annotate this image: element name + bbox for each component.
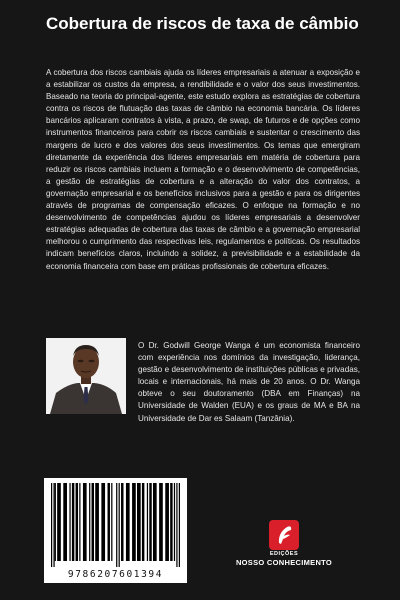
barcode-bar (165, 483, 169, 561)
isbn-number: 9786207601394 (67, 569, 164, 580)
barcode-bar (153, 483, 157, 561)
barcode-bar (72, 483, 74, 561)
barcode-bar (55, 483, 56, 561)
publisher-name-line2: NOSSO CONHECIMENTO (235, 558, 333, 567)
barcode-bar (51, 483, 52, 567)
barcode-bar (147, 483, 148, 561)
barcode-bar (116, 483, 117, 567)
barcode-bar (170, 483, 172, 561)
barcode-bar (83, 483, 87, 561)
barcode-bar (179, 483, 180, 567)
barcode-bar (174, 483, 175, 561)
barcode-bars (44, 478, 187, 568)
publisher-logo-icon (269, 520, 299, 550)
barcode-bar (132, 483, 136, 561)
barcode-bar (76, 483, 78, 561)
barcode-bar (159, 483, 163, 561)
barcode-bar (149, 483, 151, 561)
barcode-bar (119, 483, 120, 567)
barcode-bar (57, 483, 61, 561)
barcode-bar (142, 483, 144, 561)
barcode-bar (53, 483, 54, 567)
isbn-barcode (44, 478, 187, 583)
author-bio: O Dr. Godwill George Wanga é um economista financeiro com experiência nos domínios da investigação, liderança, gestão e desenvolvimento de instituições públicas e privadas, locais e internacionais, há mais de 20 anos. O Dr. Wanga obteve o seu doutoramento (DBA em Finanças) na Universidade de Walden (EUA) e os graus de MA e BA na Universidade de Dar es Salaam (Tanzânia). (138, 341, 360, 423)
publisher-name-line1: EDIÇÕES (269, 551, 299, 557)
barcode-bar (111, 483, 112, 561)
barcode-bar (137, 483, 141, 561)
barcode-bar (101, 483, 105, 561)
book-abstract: A cobertura dos riscos cambiais ajuda os líderes empresariais a atenuar a exposição e a estabilizar os custos da empresa, a rendibilidade e o valor dos seus investimentos. Baseado na teoria do principal-agente, este estudo explora as estratégias de cobertura contra os riscos de flutuação das taxas de câmbio na economia bancária. Os líderes bancários aplicaram contratos à vista, a prazo, de swap, de futuros e de opções como instrumentos financeiros para cobrir os riscos cambiais e sustentar o crescimento das margens de lucro e dos valores dos seus investimentos. Os temas que emergiram diretamente da experiência dos líderes empresariais em matéria de cobertura para reduzir os riscos cambiais incluem a formação e o desenvolvimento de competências, a gestão de estratégias de cobertura e a alteração do valor dos contratos, a governação empresarial e os benefícios inclusivos para a gestão e para os dirigentes através de programas de compensação eficazes. O enfoque na formação e no desenvolvimento de competências ajudou os líderes empresariais a desenvolver estratégias adequadas de cobertura das taxas de câmbio e a governação empresarial melhorou o cumprimento das respectivas leis, regulamentos e políticas. Os resultados indicam benefícios claros, incluindo a solidez, a previsibilidade e a estabilidade da economia financeira com base em práticas profissionais de cobertura eficazes. (46, 68, 360, 271)
barcode-bar (95, 483, 99, 561)
barcode-bar (79, 483, 80, 561)
barcode-bar (176, 483, 177, 567)
barcode-bar (126, 483, 130, 561)
book-title: Cobertura de riscos de taxa de câmbio (46, 14, 359, 33)
barcode-bar (89, 483, 90, 561)
barcode-bar (121, 483, 123, 561)
barcode-bar (108, 483, 110, 561)
barcode-bar (63, 483, 67, 561)
author-photo (46, 338, 126, 414)
barcode-bar (69, 483, 70, 561)
barcode-bar (92, 483, 94, 561)
